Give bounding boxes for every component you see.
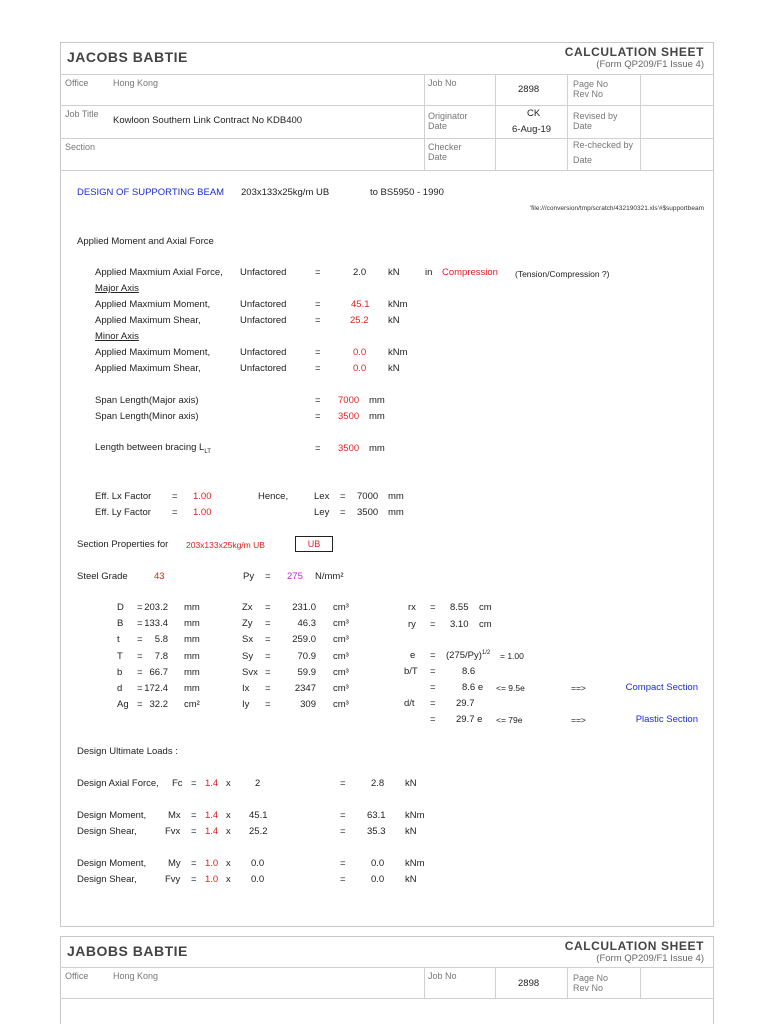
equals-sign: = (315, 267, 321, 278)
unit-cm: cm (479, 602, 492, 613)
property-unit2: cm³ (333, 699, 349, 711)
equals-sign: = (340, 858, 346, 869)
axial-type: Compression (442, 267, 498, 278)
page-no-label: Page No (573, 79, 609, 89)
property-val: 203.2 (144, 602, 168, 613)
property-unit2: cm³ (333, 683, 349, 694)
footer-rev-no-label: Rev No (573, 983, 604, 993)
equals-sign: = (265, 634, 271, 646)
times-sign: x (226, 874, 231, 885)
times-sign: x (226, 858, 231, 869)
property-unit2: cm³ (333, 634, 349, 646)
fvx-result: 35.3 (367, 826, 386, 837)
arrow: ==> (571, 683, 586, 693)
property-unit2: cm³ (333, 666, 349, 678)
bt-e-value: 8.6 e (462, 682, 484, 693)
divider (424, 967, 425, 998)
section-name: 203x133x25kg/m UB (186, 540, 265, 550)
fvx-gamma: 1.4 (205, 826, 219, 837)
property-sym: D (117, 602, 124, 613)
office-value: Hong Kong (113, 78, 159, 88)
equals-sign: = (265, 666, 271, 678)
property-val: 7.8 (154, 650, 168, 662)
type-hint: (Tension/Compression ?) (515, 269, 610, 279)
axial-value: 2.0 (353, 267, 367, 278)
property-val2: 2347 (294, 683, 316, 694)
minor-axis-heading: Minor Axis (95, 331, 139, 342)
equals-sign: = (137, 683, 143, 694)
minor-shear-label: Applied Maximum Shear, (95, 363, 201, 374)
divider (640, 74, 641, 170)
property-sym2: Sy (242, 650, 254, 662)
property-val: 133.4 (144, 618, 168, 630)
unfactored-text: Unfactored (240, 363, 287, 374)
dt-value: 29.7 (456, 698, 475, 709)
minor-shear-value: 0.0 (353, 363, 367, 374)
py-label: Py (243, 571, 255, 582)
span-minor-label: Span Length(Minor axis) (95, 411, 199, 422)
property-val: 66.7 (149, 666, 168, 678)
in-text: in (425, 267, 433, 278)
design-title: DESIGN OF SUPPORTING BEAM (77, 187, 225, 198)
major-axis-heading: Major Axis (95, 283, 139, 294)
property-sym: d (117, 683, 123, 694)
originator-label: Originator (428, 111, 468, 121)
date-label: Date (428, 121, 448, 131)
steel-grade-value: 43 (154, 571, 165, 582)
equals-sign: = (315, 395, 321, 406)
minor-moment-value: 0.0 (353, 347, 367, 358)
unit-knm: kNm (405, 858, 425, 869)
fvy-result: 0.0 (371, 874, 385, 885)
footer-form-reference: (Form QP209/F1 Issue 4) (596, 953, 704, 964)
fvx-symbol: Fvx (165, 826, 181, 837)
equals-sign: = (340, 826, 346, 837)
fvy-symbol: Fvy (165, 874, 181, 885)
property-sym2: Sx (242, 634, 254, 646)
equals-sign: = (137, 650, 143, 662)
design-shear-label: Design Shear, (77, 874, 137, 885)
property-unit: cm² (184, 699, 200, 711)
fvx-base: 25.2 (249, 826, 268, 837)
equals-sign: = (430, 602, 436, 613)
property-sym: b (117, 666, 123, 678)
equals-sign: = (340, 874, 346, 885)
originator-value: CK (527, 108, 541, 119)
unfactored-text: Unfactored (240, 267, 287, 278)
footer-office-value: Hong Kong (113, 971, 159, 981)
my-base: 0.0 (251, 858, 265, 869)
design-axial-label: Design Axial Force, (77, 778, 159, 789)
property-unit2: cm³ (333, 650, 349, 662)
compact-section-result: Compact Section (625, 682, 698, 693)
property-sym: t (117, 634, 120, 646)
divider (567, 74, 568, 170)
mx-base: 45.1 (249, 810, 268, 821)
equals-sign: = (172, 491, 178, 502)
my-gamma: 1.0 (205, 858, 219, 869)
equals-sign: = (191, 858, 197, 869)
property-val: 172.4 (144, 683, 168, 694)
times-sign: x (226, 778, 231, 789)
unit-kn: kN (388, 315, 400, 326)
equals-sign: = (137, 634, 143, 646)
unfactored-text: Unfactored (240, 315, 287, 326)
arrow: ==> (571, 715, 586, 725)
ley-value: 3500 (357, 507, 379, 518)
divider (495, 74, 496, 170)
property-unit: mm (184, 683, 200, 694)
e-value: = 1.00 (500, 651, 524, 661)
equals-sign: = (315, 347, 321, 358)
equals-sign: = (172, 507, 178, 518)
e-label: e (410, 650, 416, 661)
footer-brand: JABOBS BABTIE (67, 943, 188, 959)
property-sym: Ag (117, 699, 129, 711)
my-symbol: My (168, 858, 181, 869)
property-sym2: Iy (242, 699, 250, 711)
divider (60, 170, 714, 171)
ley-label: Ley (314, 507, 330, 518)
file-reference: 'file:///conversion/tmp/scratch/432190321.xls'#$supportbeam (529, 205, 704, 212)
equals-sign: = (315, 443, 321, 454)
equals-sign: = (430, 698, 436, 709)
my-result: 0.0 (371, 858, 385, 869)
property-unit: mm (184, 666, 200, 678)
property-sym2: Ix (242, 683, 250, 694)
equals-sign: = (137, 699, 143, 711)
axial-label: Applied Maxmium Axial Force, (95, 267, 223, 278)
rev-no-label: Rev No (573, 89, 604, 99)
job-no-label: Job No (428, 78, 457, 88)
equals-sign: = (315, 411, 321, 422)
unit-mm: mm (369, 395, 385, 406)
bracing-value: 3500 (338, 443, 360, 454)
ultimate-heading: Design Ultimate Loads : (77, 746, 178, 757)
ry-value: 3.10 (450, 619, 469, 630)
property-unit: mm (184, 618, 200, 630)
property-unit2: cm³ (333, 618, 349, 630)
equals-sign: = (265, 602, 271, 613)
span-major-label: Span Length(Major axis) (95, 395, 199, 406)
rx-value: 8.55 (450, 602, 469, 613)
rx-label: rx (408, 602, 416, 613)
property-unit2: cm³ (333, 602, 349, 613)
equals-sign: = (265, 699, 271, 711)
sheet-title: CALCULATION SHEET (564, 45, 704, 59)
fc-result: 2.8 (371, 778, 385, 789)
bracing-label: Length between bracing $L_{LT}$ (95, 442, 211, 455)
equals-sign: = (137, 602, 143, 613)
property-val2: 46.3 (297, 618, 316, 630)
bt-label: b/T (404, 666, 418, 677)
section-type-box: UB (295, 536, 333, 552)
equals-sign: = (340, 507, 346, 518)
times-sign: x (226, 810, 231, 821)
property-val: 32.2 (149, 699, 168, 711)
ry-label: ry (408, 619, 416, 630)
equals-sign: = (137, 666, 143, 678)
property-sym: T (117, 650, 123, 662)
divider (567, 967, 568, 998)
property-val2: 309 (300, 699, 316, 711)
equals-sign: = (315, 363, 321, 374)
major-shear-label: Applied Maximum Shear, (95, 315, 201, 326)
equals-sign: = (191, 778, 197, 789)
property-unit: mm (184, 634, 200, 646)
unit-knm: kNm (388, 299, 408, 310)
e-formula: $(275/Py)^{1/2}$ (446, 650, 491, 662)
property-val2: 259.0 (292, 634, 316, 646)
mx-result: 63.1 (367, 810, 386, 821)
dt-label: d/t (404, 698, 415, 709)
ly-factor-label: Eff. Ly Factor (95, 507, 151, 518)
py-value: 275 (287, 571, 303, 582)
property-val2: 231.0 (292, 602, 316, 613)
unit-knm: kNm (388, 347, 408, 358)
major-moment-label: Applied Maxmium Moment, (95, 299, 211, 310)
footer-page-no-label: Page No (573, 973, 609, 983)
revised-by-label: Revised by (573, 111, 618, 121)
checker-label: Checker (428, 142, 462, 152)
unit-kn: kN (405, 874, 417, 885)
unit-kn: kN (388, 267, 400, 278)
unit-mm: mm (369, 411, 385, 422)
checker-date-label: Date (428, 152, 448, 162)
unit-mm: mm (388, 491, 404, 502)
divider (60, 105, 714, 106)
equals-sign: = (430, 650, 436, 661)
unit-kn: kN (405, 778, 417, 789)
ly-factor-value: 1.00 (193, 507, 212, 518)
footer-job-no-value: 2898 (518, 978, 540, 989)
design-moment-label: Design Moment, (77, 810, 147, 821)
steel-grade-label: Steel Grade (77, 571, 128, 582)
property-sym2: Svx (242, 666, 258, 678)
rechecked-date-label: Date (573, 155, 593, 165)
lx-factor-value: 1.00 (193, 491, 212, 502)
footer-office-label: Office (65, 971, 89, 981)
major-moment-value: 45.1 (351, 299, 370, 310)
design-moment-label: Design Moment, (77, 858, 147, 869)
unit-knm: kNm (405, 810, 425, 821)
section-heading: Section Properties for (77, 539, 169, 550)
equals-sign: = (265, 571, 271, 582)
design-code: to BS5950 - 1990 (370, 187, 444, 198)
dt-e-value: 29.7 e (456, 714, 483, 725)
hence-text: Hence, (258, 491, 289, 502)
property-sym: B (117, 618, 124, 630)
mx-gamma: 1.4 (205, 810, 219, 821)
mx-symbol: Mx (168, 810, 181, 821)
fvy-base: 0.0 (251, 874, 265, 885)
divider (495, 967, 496, 998)
equals-sign: = (191, 826, 197, 837)
section-label: Section (65, 142, 96, 152)
property-unit: mm (184, 602, 200, 613)
equals-sign: = (265, 618, 271, 630)
equals-sign: = (265, 683, 271, 694)
footer-job-no-label: Job No (428, 971, 457, 981)
divider (640, 967, 641, 998)
bt-limit: <= 9.5e (496, 683, 525, 693)
form-reference: (Form QP209/F1 Issue 4) (596, 59, 704, 70)
date-value: 6-Aug-19 (512, 124, 552, 135)
equals-sign: = (430, 666, 436, 677)
plastic-section-result: Plastic Section (635, 714, 698, 725)
equals-sign: = (191, 874, 197, 885)
equals-sign: = (430, 682, 436, 693)
divider (424, 74, 425, 170)
property-unit: mm (184, 650, 200, 662)
span-major-value: 7000 (338, 395, 360, 406)
divider (60, 998, 714, 999)
lx-factor-label: Eff. Lx Factor (95, 491, 152, 502)
equals-sign: = (315, 299, 321, 310)
design-beam: 203x133x25kg/m UB (241, 187, 330, 198)
equals-sign: = (340, 778, 346, 789)
property-sym2: Zy (242, 618, 253, 630)
company-brand: JACOBS BABTIE (67, 49, 188, 65)
fc-gamma: 1.4 (205, 778, 219, 789)
equals-sign: = (315, 315, 321, 326)
property-sym2: Zx (242, 602, 253, 613)
lex-label: Lex (314, 491, 330, 502)
equals-sign: = (340, 810, 346, 821)
unfactored-text: Unfactored (240, 347, 287, 358)
property-val2: 70.9 (297, 650, 316, 662)
fc-base: 2 (255, 778, 261, 789)
divider (60, 967, 714, 968)
equals-sign: = (137, 618, 143, 630)
office-label: Office (65, 78, 89, 88)
divider (60, 138, 714, 139)
span-minor-value: 3500 (338, 411, 360, 422)
fc-symbol: Fc (172, 778, 183, 789)
bt-value: 8.6 (462, 666, 476, 677)
minor-moment-label: Applied Maximum Moment, (95, 347, 211, 358)
py-unit: N/mm² (315, 571, 344, 582)
unfactored-text: Unfactored (240, 299, 287, 310)
unit-kn: kN (405, 826, 417, 837)
design-shear-label: Design Shear, (77, 826, 137, 837)
property-val: 5.8 (154, 634, 168, 646)
equals-sign: = (430, 619, 436, 630)
revised-date-label: Date (573, 121, 593, 131)
unit-mm: mm (388, 507, 404, 518)
times-sign: x (226, 826, 231, 837)
property-val2: 59.9 (297, 666, 316, 678)
equals-sign: = (340, 491, 346, 502)
unit-kn: kN (388, 363, 400, 374)
unit-cm: cm (479, 619, 492, 630)
equals-sign: = (191, 810, 197, 821)
loads-heading: Applied Moment and Axial Force (77, 236, 214, 247)
lex-value: 7000 (357, 491, 379, 502)
job-title-label: Job Title (65, 109, 99, 119)
calculation-sheet (60, 42, 714, 927)
unit-mm: mm (369, 443, 385, 454)
dt-limit: <= 79e (496, 715, 523, 725)
fvy-gamma: 1.0 (205, 874, 219, 885)
equals-sign: = (265, 650, 271, 662)
divider (60, 74, 714, 75)
equals-sign: = (430, 714, 436, 725)
major-shear-value: 25.2 (350, 315, 369, 326)
footer-sheet-title: CALCULATION SHEET (564, 939, 704, 953)
rechecked-label: Re-checked by (573, 140, 634, 150)
job-title-value: Kowloon Southern Link Contract No KDB400 (113, 115, 303, 126)
job-no-value: 2898 (518, 84, 540, 95)
